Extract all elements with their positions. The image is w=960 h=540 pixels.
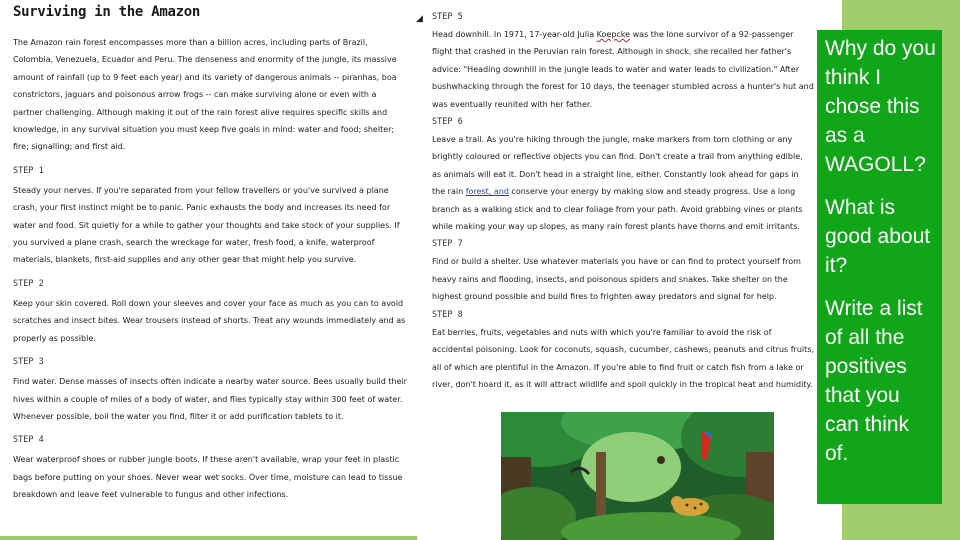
step-2-text: Keep your skin covered. Roll down your sleeves and cover your face as much as you can to avoid scratches and insect bites. Wear trousers instead of shorts. Treat any wounds immediately and as properly as possible. bbox=[13, 298, 406, 343]
misspelled-name: Koepcke bbox=[596, 30, 631, 39]
prompt-3: Write a list of all the positives that you can think of. bbox=[825, 297, 923, 465]
step-6-link[interactable]: forest, and bbox=[465, 187, 509, 197]
step-3-text: Find water. Dense masses of insects often indicate a nearby water source. Bees usually build their hives within a couple of miles of a body of water, and flies typically stay within 300 feet of water. Whenever possible, boil the water you find, filter it or add purification tablets to it. bbox=[13, 377, 407, 421]
prompt-2: What is good about it? bbox=[825, 196, 931, 277]
step-1-text: Steady your nerves. If you're separated from your fellow travellers or you've survived a plane crash, your first instinct might be to panic. Panic exhausts the body and increases its need for water and food. Sit quietly for a while to gather your thoughts and take stock of your supplies. If you survived a plane crash, search the wreckage for water, fresh food, a knife, waterproof materials, blankets, first-aid supplies and any other gear that might help you survive. bbox=[13, 185, 400, 265]
step-6-text-b: conserve your energy by making slow and steady progress. Use a long branch as a walking stick and to clear foliage from your path. Avoid grabbing vines or plants while making your way up slopes, as many rain forest plants have thorns and emit irritants. bbox=[432, 187, 803, 232]
step-6-text-a: Leave a trail. As you're hiking through the jungle, make markers from torn clothing or any brightly coloured or reflective objects you can find. Don't create a trail from anything edible, as animals will eat it. Don't head in a straight line, either. Constantly look ahead for gaps in the rain bbox=[432, 135, 803, 197]
document-title: Surviving in the Amazon bbox=[13, 4, 200, 20]
document-right-column bbox=[432, 12, 814, 393]
step-4-text: Wear waterproof shoes or rubber jungle boots. If these aren't available, wrap your feet in plastic bags before putting on your shoes. Never wear wet socks. Over time, moisture can lead to tissue breakdown and leave feet vulnerable to fungus and other infections. bbox=[13, 455, 403, 500]
step-7-text: Find or build a shelter. Use whatever materials you have or can find to protect yourself from heavy rains and flooding, insects, and poisonous spiders and snakes. Take shelter on the highest ground possible and build fires to frighten away predators and signal for help. bbox=[432, 257, 801, 302]
step-5-text-a: Head downhill. In 1971, 17-year-old Julia bbox=[432, 30, 597, 39]
step-3-heading: STEP 3 bbox=[13, 357, 44, 368]
bottom-rule bbox=[0, 536, 417, 540]
step-4-heading: STEP 4 bbox=[13, 435, 44, 446]
step-6-heading: STEP 6 bbox=[432, 117, 463, 128]
prompt-list bbox=[825, 34, 937, 482]
intro-paragraph: The Amazon rain forest encompasses more than a billion acres, including parts of Brazil, Colombia, Venezuela, Ecuador and Peru. The denseness and enormity of the jungle, its massive amount of rainfall (up to 9 feet each year) and its variety of dangerous animals -- piranhas, boa constrictors, jaguars and poisonous arrow frogs -- can make surviving alone or even with a partner challenging. Although making it out of the rain forest alive requires specific skills and knowledge, in any survival situation you must keep five goals in mind: water and food; shelter; fire; signalling; and first aid. bbox=[13, 38, 397, 152]
step-2-heading: STEP 2 bbox=[13, 278, 44, 289]
step-5-text-b: was the lone survivor of a 92-passenger flight that crashed in the Peruvian rain forest. Although in shock, she recalled her father's advice: "Heading downhill in the jungle leads to water and water leads to civilization." After bushwhacking through the forest for 10 days, the teenager stumbled across a hunter's hut and was eventually reunited with her father. bbox=[432, 30, 814, 109]
step-1-heading: STEP 1 bbox=[13, 165, 44, 176]
step-8-text: Eat berries, fruits, vegetables and nuts with which you're familiar to avoid the risk of accidental poisoning. Look for coconuts, squash, cucumber, cashews, peanuts and citrus fruits, all of which are plentiful in the Amazon. If you're able to find fruit or catch fish from a lake or river, don't hoard it, as it will attract wildlife and spoil quickly in the tropical heat and humidity. bbox=[432, 327, 814, 389]
step-8-heading: STEP 8 bbox=[432, 309, 463, 320]
step-7-heading: STEP 7 bbox=[432, 239, 463, 250]
step-6-text bbox=[432, 131, 814, 235]
step-5-heading: STEP 5 bbox=[432, 12, 463, 22]
jungle-illustration bbox=[501, 412, 774, 540]
document-left-column bbox=[13, 4, 408, 504]
step-5-text bbox=[432, 26, 814, 113]
collapse-triangle-icon[interactable]: ◢ bbox=[416, 14, 423, 24]
prompt-1: Why do you think I chose this as a WAGOLL? bbox=[825, 37, 936, 176]
